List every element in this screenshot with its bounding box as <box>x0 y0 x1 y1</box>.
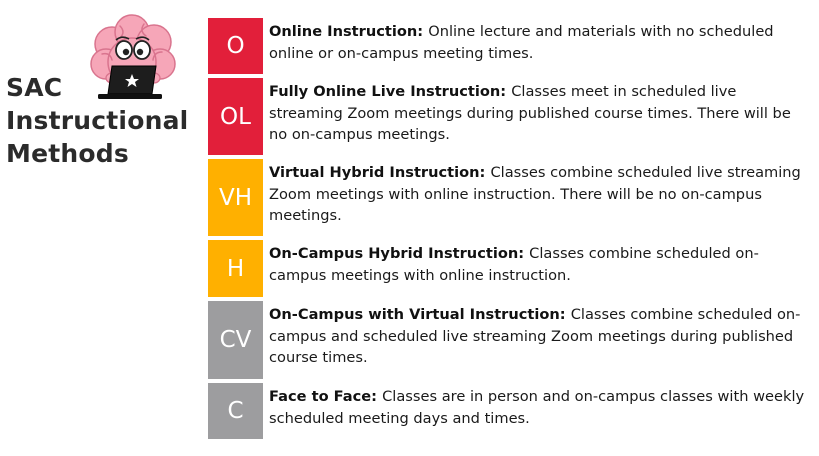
method-row-online <box>208 18 808 74</box>
title-line-2: Instructional <box>6 106 189 135</box>
method-row-on-campus-hybrid <box>208 240 808 297</box>
title-line-1: SAC <box>6 73 63 102</box>
method-code-badge: OL <box>208 78 263 155</box>
method-name: Fully Online Live Instruction: <box>269 83 512 100</box>
method-description <box>269 21 811 64</box>
method-code-badge: C <box>208 383 263 439</box>
method-row-on-campus-virtual <box>208 301 808 379</box>
method-description <box>269 304 811 369</box>
page-title <box>6 71 188 170</box>
method-name: Face to Face: <box>269 388 383 405</box>
method-description <box>269 243 811 286</box>
method-description <box>269 81 811 146</box>
method-code-badge: O <box>208 18 263 74</box>
method-description <box>269 162 811 227</box>
method-name: On-Campus Hybrid Instruction: <box>269 245 530 262</box>
method-name: Virtual Hybrid Instruction: <box>269 164 491 181</box>
method-text: Classes combine scheduled on-campus and scheduled live streaming Zoom meetings during published course times. <box>269 306 801 366</box>
method-text: Classes combine scheduled on-campus meetings with online instruction. <box>269 245 759 284</box>
method-row-fully-online-live <box>208 78 808 155</box>
method-name: On-Campus with Virtual Instruction: <box>269 306 571 323</box>
method-code-badge: CV <box>208 301 263 379</box>
method-text: Online lecture and materials with no scheduled online or on-campus meeting times. <box>269 23 774 62</box>
method-description <box>269 386 811 429</box>
method-text: Classes are in person and on-campus classes with weekly scheduled meeting days and times. <box>269 388 805 427</box>
method-row-virtual-hybrid <box>208 159 808 236</box>
method-text: Classes combine scheduled live streaming Zoom meetings with online instruction. There will be no on-campus meetings. <box>269 164 801 224</box>
title-line-3: Methods <box>6 139 129 168</box>
method-row-face-to-face <box>208 383 808 439</box>
method-text: Classes meet in scheduled live streaming Zoom meetings during published course times. There will be no on-campus meetings. <box>269 83 791 143</box>
method-name: Online Instruction: <box>269 23 429 40</box>
method-code-badge: VH <box>208 159 263 236</box>
method-code-badge: H <box>208 240 263 297</box>
